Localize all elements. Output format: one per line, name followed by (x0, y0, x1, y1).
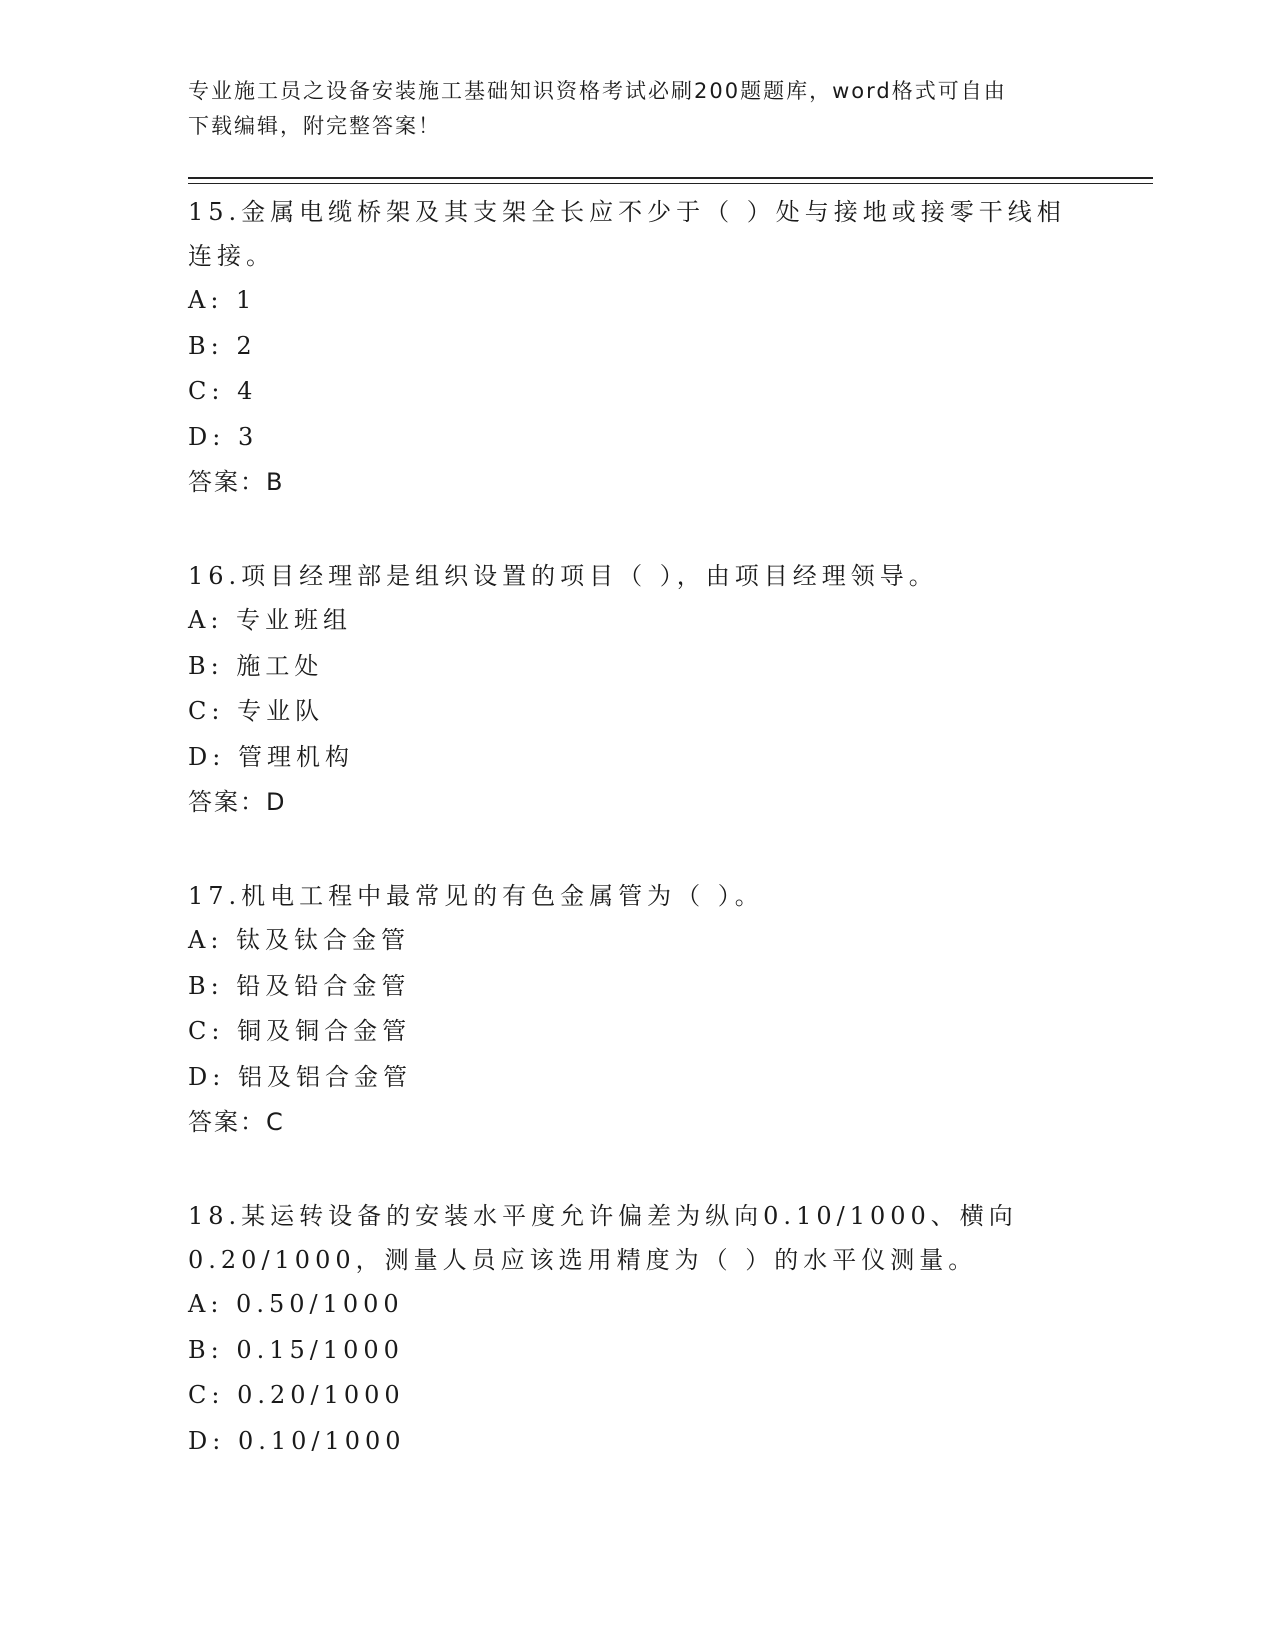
question-list (188, 190, 1068, 1513)
option-c: C: 铜及铜合金管 (188, 1017, 412, 1045)
question-15 (188, 190, 1068, 505)
header-divider-thick (188, 177, 1153, 179)
header-divider-thin (188, 183, 1153, 184)
header-line-2: 下载编辑，附完整答案！ (188, 114, 441, 138)
answer: 答案：C (188, 1108, 285, 1136)
header-line-1: 专业施工员之设备安装施工基础知识资格考试必刷200题题库，word格式可自由 (188, 79, 1007, 103)
question-stem-continued: 0.20/1000，测量人员应该选用精度为（ ）的水平仪测量。 (188, 1246, 978, 1274)
option-b: B: 施工处 (188, 651, 324, 680)
option-b: B: 2 (188, 331, 257, 360)
option-c: C: 0.20/1000 (188, 1381, 405, 1409)
option-a: A: 钛及钛合金管 (188, 926, 411, 954)
question-stem: 16.项目经理部是组织设置的项目（ ），由项目经理领导。 (188, 562, 938, 590)
option-c: C: 专业队 (188, 697, 325, 725)
answer: 答案：B (188, 468, 285, 496)
option-d: D: 0.10/1000 (188, 1426, 406, 1455)
question-stem: 15.金属电缆桥架及其支架全长应不少于（ ）处与接地或接零干线相 (188, 198, 1066, 226)
option-a: A: 1 (188, 286, 257, 314)
option-b: B: 0.15/1000 (188, 1335, 404, 1364)
question-stem-continued: 连接。 (188, 242, 275, 270)
answer: 答案：D (188, 788, 287, 816)
option-d: D: 3 (188, 422, 259, 451)
option-c: C: 4 (188, 377, 258, 405)
question-18 (188, 1194, 1068, 1464)
question-17 (188, 874, 1068, 1145)
document-header (188, 74, 1068, 144)
option-d: D: 管理机构 (188, 742, 354, 771)
option-d: D: 铝及铝合金管 (188, 1062, 412, 1091)
option-b: B: 铅及铅合金管 (188, 971, 411, 1000)
question-stem: 18.某运转设备的安装水平度允许偏差为纵向0.10/1000、横向 (188, 1202, 1018, 1230)
question-16 (188, 554, 1068, 825)
question-stem: 17.机电工程中最常见的有色金属管为（ ）。 (188, 882, 764, 910)
option-a: A: 0.50/1000 (188, 1290, 404, 1318)
option-a: A: 专业班组 (188, 606, 353, 634)
